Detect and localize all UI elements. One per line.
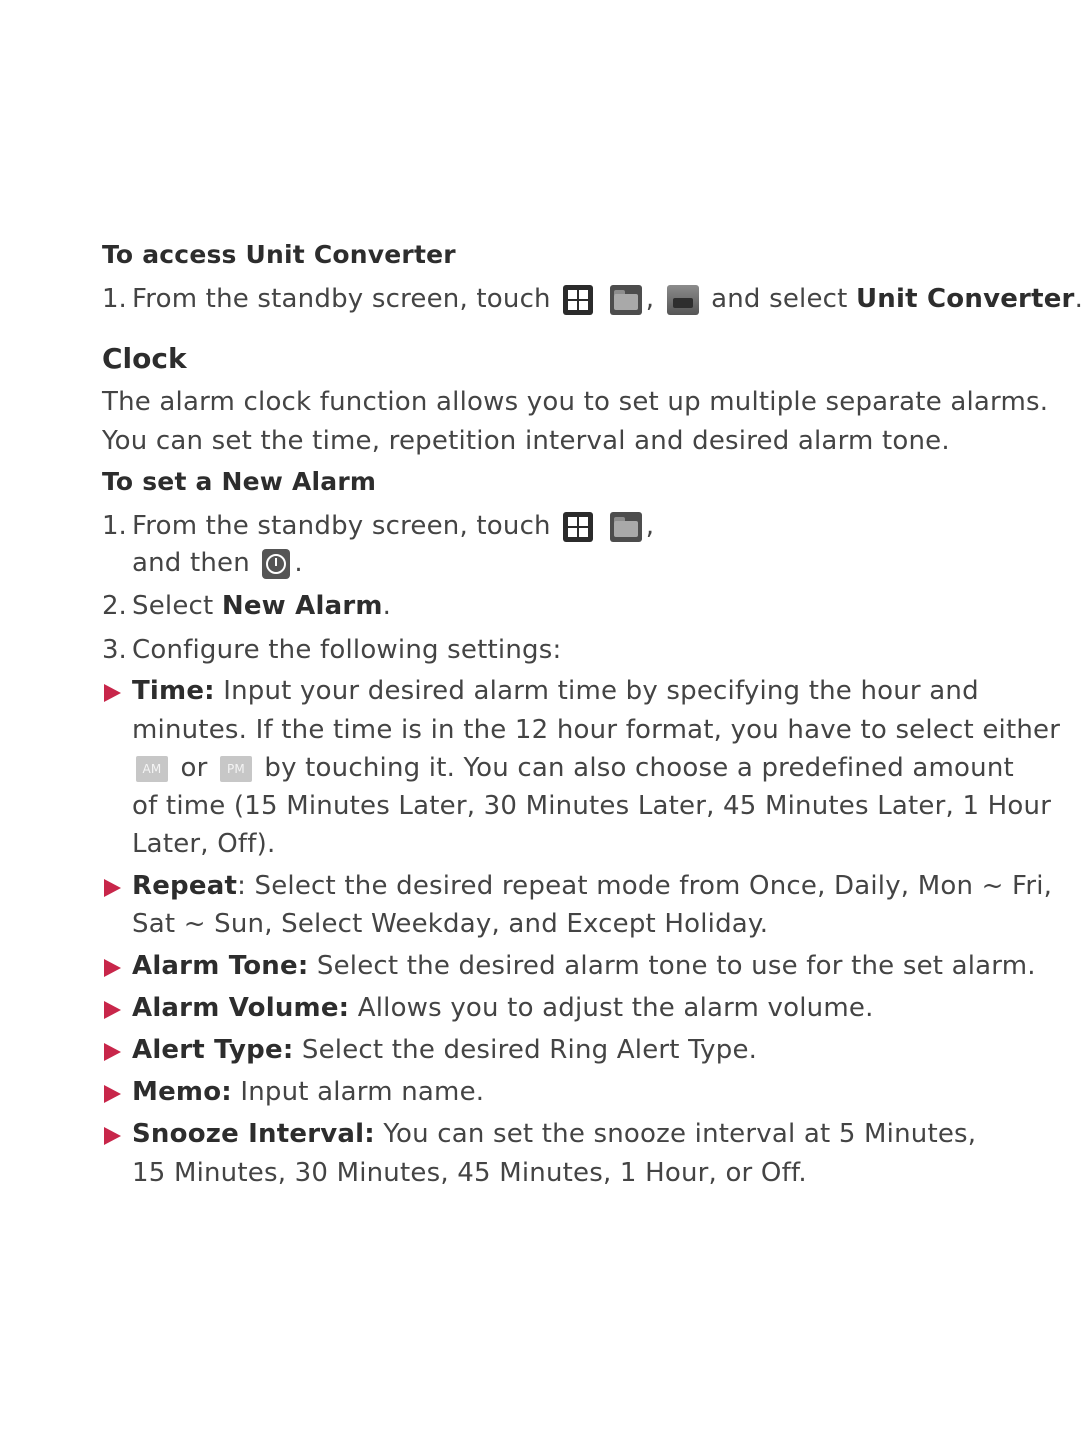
bullet-arrow-icon — [104, 1001, 121, 1019]
clock-heading: Clock — [102, 342, 187, 375]
period: . — [294, 548, 303, 578]
setting-text: Input alarm name. — [240, 1077, 485, 1107]
separator: , — [645, 511, 655, 541]
menu-grid-icon — [563, 512, 593, 542]
new-alarm-step-2 — [132, 591, 391, 621]
setting-text: Select the desired Ring Alert Type. — [301, 1035, 758, 1065]
new-alarm-step-1-line-1 — [132, 511, 654, 542]
bullet-arrow-icon — [104, 1127, 121, 1145]
setting-text: You can set the snooze interval at 5 Minutes, — [383, 1119, 977, 1149]
setting-label: Alarm Tone: — [132, 951, 309, 981]
setting-label: Repeat — [132, 871, 238, 901]
period: . — [382, 591, 392, 621]
step-number: 3. — [102, 635, 127, 665]
setting-snooze-line-2: 15 Minutes, 30 Minutes, 45 Minutes, 1 Hour, or Off. — [132, 1158, 807, 1188]
new-alarm-heading: To set a New Alarm — [102, 467, 377, 496]
bullet-arrow-icon — [104, 879, 121, 897]
clock-intro-line-1: The alarm clock function allows you to set up multiple separate alarms. — [102, 387, 1049, 417]
setting-time-line-1 — [132, 676, 979, 706]
setting-alarm-volume — [132, 993, 874, 1023]
step-number: 2. — [102, 591, 127, 621]
setting-time-line-5: Later, Off). — [132, 829, 276, 859]
new-alarm-step-3: Configure the following settings: — [132, 635, 562, 665]
step-number: 1. — [102, 511, 127, 541]
alarm-clock-icon — [262, 549, 290, 579]
applications-folder-icon — [610, 285, 642, 315]
setting-time-line-4: of time (15 Minutes Later, 30 Minutes Later, 45 Minutes Later, 1 Hour — [132, 791, 1052, 821]
step-text: Select — [132, 591, 214, 621]
setting-label: Snooze Interval: — [132, 1119, 375, 1149]
setting-alarm-tone — [132, 951, 1036, 981]
setting-label: Alert Type: — [132, 1035, 294, 1065]
bullet-arrow-icon — [104, 684, 121, 702]
unit-converter-step-1 — [132, 284, 1083, 315]
step-text: and select — [711, 284, 848, 314]
setting-time-line-3 — [132, 753, 1014, 783]
am-icon: AM — [136, 756, 168, 782]
setting-alert-type — [132, 1035, 757, 1065]
step-text: and then — [132, 548, 250, 578]
setting-label: Time: — [132, 676, 215, 706]
setting-snooze-line-1 — [132, 1119, 976, 1149]
bullet-arrow-icon — [104, 959, 121, 977]
setting-label: Memo: — [132, 1077, 232, 1107]
setting-label: Alarm Volume: — [132, 993, 350, 1023]
unit-converter-heading: To access Unit Converter — [102, 240, 456, 269]
setting-repeat-line-2: Sat ~ Sun, Select Weekday, and Except Holiday. — [132, 909, 769, 939]
setting-text: Select the desired alarm tone to use for the set alarm. — [316, 951, 1036, 981]
setting-memo — [132, 1077, 484, 1107]
new-alarm-step-1-line-2 — [132, 548, 303, 579]
setting-text: by touching it. You can also choose a predefined amount — [264, 753, 1014, 783]
setting-text: Allows you to adjust the alarm volume. — [357, 993, 874, 1023]
or-text: or — [180, 753, 208, 783]
tools-icon — [667, 285, 699, 315]
setting-repeat-line-1 — [132, 871, 1052, 901]
applications-folder-icon — [610, 512, 642, 542]
menu-grid-icon — [563, 285, 593, 315]
bullet-arrow-icon — [104, 1043, 121, 1061]
step-text: From the standby screen, touch — [132, 511, 551, 541]
setting-text: Input your desired alarm time by specifying the hour and — [223, 676, 979, 706]
unit-converter-target: Unit Converter — [856, 284, 1075, 314]
separator: , — [645, 284, 655, 314]
setting-text: : Select the desired repeat mode from Once, Daily, Mon ~ Fri, — [237, 871, 1053, 901]
step-number: 1. — [102, 284, 127, 314]
bullet-arrow-icon — [104, 1085, 121, 1103]
step-text: From the standby screen, touch — [132, 284, 551, 314]
clock-intro-line-2: You can set the time, repetition interval and desired alarm tone. — [102, 426, 950, 456]
new-alarm-target: New Alarm — [221, 591, 383, 621]
period: . — [1074, 284, 1083, 314]
setting-time-line-2: minutes. If the time is in the 12 hour format, you have to select either — [132, 715, 1061, 745]
pm-icon: PM — [220, 756, 252, 782]
